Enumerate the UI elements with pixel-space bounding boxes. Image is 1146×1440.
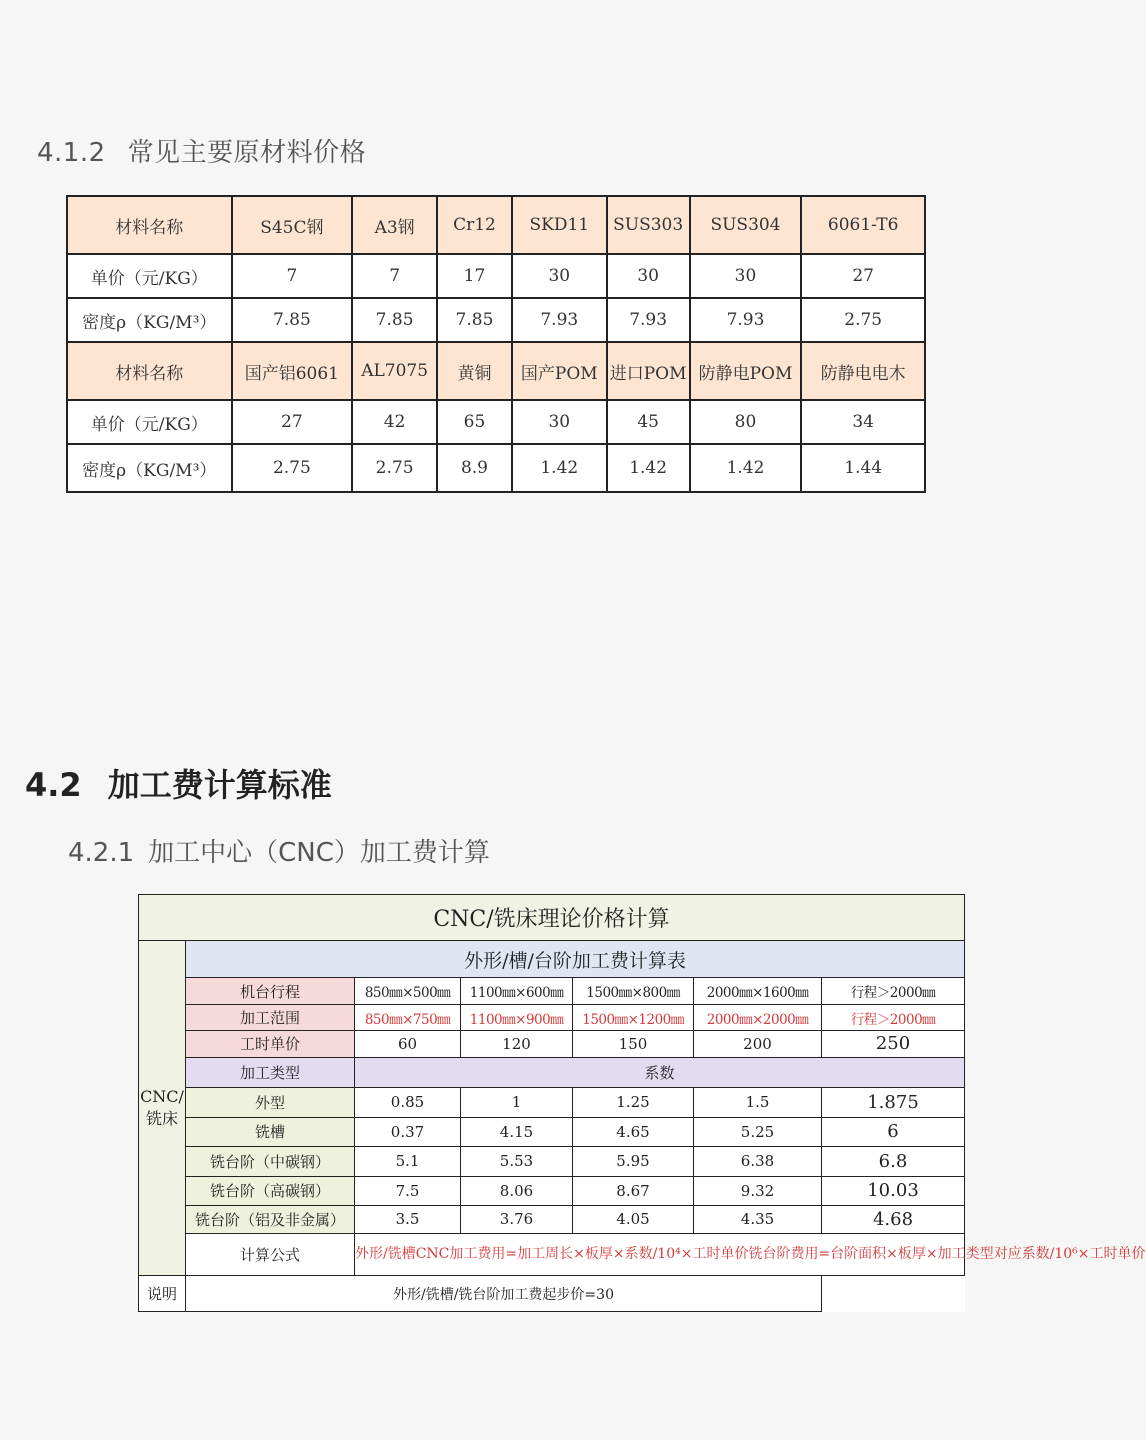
table-cell: 6.8 <box>822 1147 965 1176</box>
table-cell: 防静电POM <box>690 342 802 400</box>
table-cell: 30 <box>512 254 607 298</box>
table-cell: 6061-T6 <box>801 196 925 254</box>
table-cell: 8.67 <box>573 1176 694 1205</box>
row-label: 工时单价 <box>186 1031 355 1057</box>
table-row-hourly <box>139 1031 965 1057</box>
table-cell: 4.65 <box>573 1117 694 1146</box>
table-cell: 2.75 <box>352 444 437 492</box>
table-cell: SUS303 <box>607 196 690 254</box>
table-cell: 1.5 <box>694 1088 822 1117</box>
table-cell: 42 <box>352 400 437 444</box>
table-cell: 行程＞2000㎜ <box>822 1004 965 1030</box>
table-cell: 1.42 <box>607 444 690 492</box>
table-row-note <box>139 1276 965 1312</box>
table-cell: 防静电电木 <box>801 342 925 400</box>
table-cell: 34 <box>801 400 925 444</box>
table-cell: 0.85 <box>355 1088 461 1117</box>
table-cell: 1.42 <box>512 444 607 492</box>
table-cell: S45C钢 <box>232 196 353 254</box>
table-cell: 1500㎜×1200㎜ <box>573 1004 694 1030</box>
table-cell: 27 <box>232 400 353 444</box>
table-cell: 1 <box>461 1088 573 1117</box>
cnc-price-table-wrapper <box>138 894 1146 1312</box>
row-label: 外型 <box>186 1088 355 1117</box>
table-cell: 0.37 <box>355 1117 461 1146</box>
table-cell: 80 <box>690 400 802 444</box>
table-cell: 3.5 <box>355 1206 461 1233</box>
section-heading-4-2 <box>25 760 332 806</box>
table-cell: 1.44 <box>801 444 925 492</box>
coefficient-header: 系数 <box>355 1057 965 1088</box>
table-cell: 行程＞2000㎜ <box>822 978 965 1004</box>
table-cell: 850㎜×750㎜ <box>355 1004 461 1030</box>
table-cell: 8.06 <box>461 1176 573 1205</box>
table-cell: 7.5 <box>355 1176 461 1205</box>
table-row-price-2 <box>67 400 925 444</box>
table-cell: 4.35 <box>694 1206 822 1233</box>
table-row <box>139 1206 965 1233</box>
table-title-row <box>139 895 965 941</box>
row-label: 说明 <box>139 1276 186 1312</box>
table-cell: 10.03 <box>822 1176 965 1205</box>
table-cell: 45 <box>607 400 690 444</box>
table-cell: 1.42 <box>690 444 802 492</box>
section-number: 4.1.2 <box>37 138 106 168</box>
table-cell: 9.32 <box>694 1176 822 1205</box>
table-cell: 850㎜×500㎜ <box>355 978 461 1004</box>
table-cell: 30 <box>607 254 690 298</box>
table-cell: 材料名称 <box>67 342 232 400</box>
table-row-formula <box>139 1233 965 1276</box>
table-cell: 7 <box>232 254 353 298</box>
material-price-table <box>66 195 926 493</box>
row-label: 加工类型 <box>186 1057 355 1088</box>
table-cell: 7.93 <box>512 298 607 342</box>
table-cell: 5.95 <box>573 1147 694 1176</box>
table-cell: 60 <box>355 1031 461 1057</box>
table-cell: 6.38 <box>694 1147 822 1176</box>
table-cell: 黄铜 <box>437 342 512 400</box>
row-label: 机台行程 <box>186 978 355 1004</box>
section-title: 加工中心（CNC）加工费计算 <box>148 838 490 868</box>
table-cell: A3钢 <box>352 196 437 254</box>
table-cell: 7.93 <box>607 298 690 342</box>
row-label: 铣台阶（铝及非金属） <box>186 1206 355 1233</box>
row-label: 加工范围 <box>186 1004 355 1030</box>
table-cell: 5.25 <box>694 1117 822 1146</box>
table-cell: 进口POM <box>607 342 690 400</box>
table-cell: 2.75 <box>801 298 925 342</box>
note-text: 外形/铣槽/铣台阶加工费起步价=30 <box>186 1276 822 1312</box>
table-row-price-1 <box>67 254 925 298</box>
table-row-header-2 <box>67 342 925 400</box>
table-cell: 17 <box>437 254 512 298</box>
table-cell: 5.1 <box>355 1147 461 1176</box>
table-cell: 1100㎜×900㎜ <box>461 1004 573 1030</box>
table-cell: 1100㎜×600㎜ <box>461 978 573 1004</box>
table-cell: 250 <box>822 1031 965 1057</box>
table-cell: Cr12 <box>437 196 512 254</box>
table-cell: 6 <box>822 1117 965 1146</box>
table-row-stroke <box>139 978 965 1004</box>
table-cell: 1.875 <box>822 1088 965 1117</box>
table-row <box>139 1088 965 1117</box>
table-row-density-1 <box>67 298 925 342</box>
table-cell: 30 <box>512 400 607 444</box>
table-cell: 2.75 <box>232 444 353 492</box>
table-cell: 密度ρ（KG/M³） <box>67 298 232 342</box>
table-cell: 1.25 <box>573 1088 694 1117</box>
table-cell: SKD11 <box>512 196 607 254</box>
table-cell: 8.9 <box>437 444 512 492</box>
table-cell: 120 <box>461 1031 573 1057</box>
table-cell: 7.85 <box>437 298 512 342</box>
table-cell: 4.68 <box>822 1206 965 1233</box>
section-number: 4.2 <box>25 766 82 804</box>
table-cell: 国产POM <box>512 342 607 400</box>
table-cell: SUS304 <box>690 196 802 254</box>
table-cell: 单价（元/KG） <box>67 254 232 298</box>
table-cell: 7.85 <box>352 298 437 342</box>
table-row-density-2 <box>67 444 925 492</box>
table-cell: 密度ρ（KG/M³） <box>67 444 232 492</box>
table-cell: AL7075 <box>352 342 437 400</box>
table-row-range <box>139 1004 965 1030</box>
section-heading-4-2-1 <box>68 832 490 869</box>
table-row-header-1 <box>67 196 925 254</box>
row-label: 计算公式 <box>186 1233 355 1276</box>
table-subtitle: 外形/槽/台阶加工费计算表 <box>186 940 965 978</box>
table-cell: 3.76 <box>461 1206 573 1233</box>
table-cell: 4.05 <box>573 1206 694 1233</box>
table-cell: 1500㎜×800㎜ <box>573 978 694 1004</box>
table-cell: 7.85 <box>232 298 353 342</box>
row-label: 铣台阶（高碳钢） <box>186 1176 355 1205</box>
table-row <box>139 1117 965 1146</box>
table-cell: 材料名称 <box>67 196 232 254</box>
formula-text: 外形/铣槽CNC加工费用=加工周长×板厚×系数/10⁴×工时单价铣台阶费用=台阶面积×板厚×加工类型对应系数/10⁶×工时单价 <box>355 1233 965 1276</box>
table-cell: 200 <box>694 1031 822 1057</box>
table-row-type-header <box>139 1057 965 1088</box>
table-cell: 单价（元/KG） <box>67 400 232 444</box>
section-heading-4-1-2 <box>37 132 366 169</box>
table-cell: 65 <box>437 400 512 444</box>
table-row <box>139 1147 965 1176</box>
table-cell: 7 <box>352 254 437 298</box>
section-title: 常见主要原材料价格 <box>127 138 367 168</box>
table-cell: 5.53 <box>461 1147 573 1176</box>
table-cell: 150 <box>573 1031 694 1057</box>
row-label: 铣槽 <box>186 1117 355 1146</box>
table-cell: 27 <box>801 254 925 298</box>
table-subtitle-row <box>139 940 965 978</box>
row-label: 铣台阶（中碳钢） <box>186 1147 355 1176</box>
section-title: 加工费计算标准 <box>107 766 332 804</box>
table-cell: 2000㎜×1600㎜ <box>694 978 822 1004</box>
table-title: CNC/铣床理论价格计算 <box>139 895 965 941</box>
cnc-price-table <box>138 894 1146 1312</box>
table-cell: 7.93 <box>690 298 802 342</box>
section-number: 4.2.1 <box>68 838 135 868</box>
table-cell: 30 <box>690 254 802 298</box>
table-cell: 2000㎜×2000㎜ <box>694 1004 822 1030</box>
side-label: CNC/ 铣床 <box>139 940 186 1276</box>
table-row <box>139 1176 965 1205</box>
table-cell: 4.15 <box>461 1117 573 1146</box>
table-cell: 国产铝6061 <box>232 342 353 400</box>
